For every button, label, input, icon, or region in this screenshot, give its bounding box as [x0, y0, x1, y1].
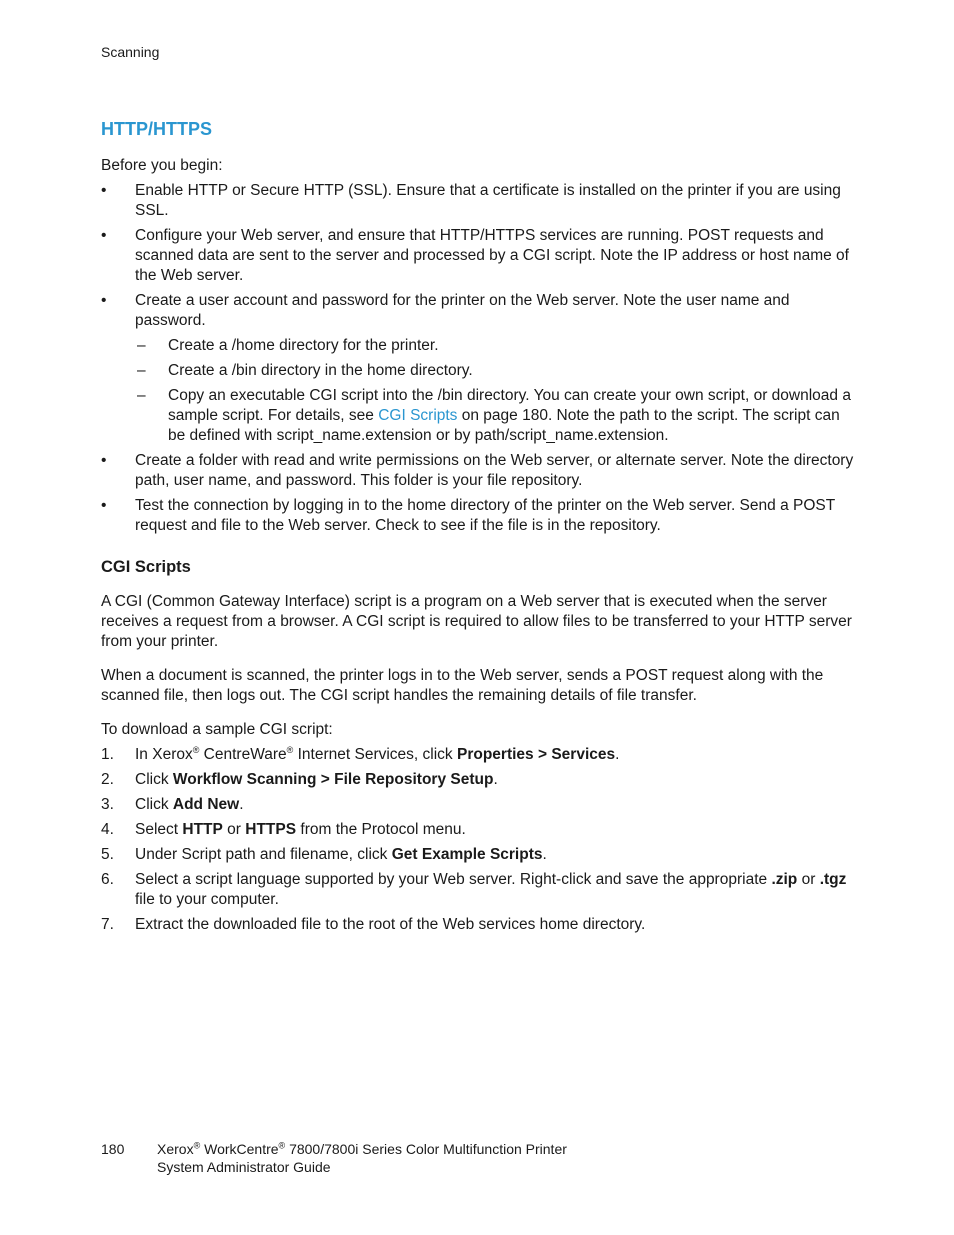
steps-intro: To download a sample CGI script: [101, 721, 333, 738]
cgi-paragraph-1: A CGI (Common Gateway Interface) script is a program on a Web server that is executed when the server receives a request from a browser. A CGI script is required to allow files to be transferred to your HTTP server from your printer. [101, 593, 852, 650]
list-item: • Create a folder with read and write permissions on the Web server, or alternate server. Note the directory path, user name, and password. This folder is your file repository. [101, 451, 856, 491]
page-content [101, 118, 856, 940]
step-item: 1. In Xerox® CentreWare® Internet Services, click Properties > Services. [101, 744, 620, 763]
step-item: 7. Extract the downloaded file to the root of the Web services home directory. [101, 916, 646, 933]
footer-guide: System Administrator Guide [157, 1159, 331, 1175]
sub-list-item: – Create a /bin directory in the home directory. [135, 361, 856, 381]
cgi-scripts-link[interactable]: CGI Scripts [378, 407, 458, 424]
cgi-paragraph-2: When a document is scanned, the printer logs in to the Web server, sends a POST request along with the scanned file, then logs out. The CGI script handles the remaining details of file transfer. [101, 667, 824, 704]
sub-list-item: – Copy an executable CGI script into the /bin directory. You can create your own script, or download a sample script. For details, see CGI Scripts on page 180. Note the path to the script. The script can be defined with script_name.extension or by path/script_name.extension. [135, 386, 856, 446]
step-item: 6. Select a script language supported by your Web server. Right-click and save the appropriate .zip or .tgz file to your computer. [101, 871, 847, 908]
sub-list-item: – Create a /home directory for the printer. [135, 336, 856, 356]
intro-text: Before you begin: [101, 157, 223, 174]
running-head: Scanning [101, 44, 160, 60]
prerequisite-list [101, 181, 856, 536]
step-item: 5. Under Script path and filename, click Get Example Scripts. [101, 846, 547, 863]
step-item: 4. Select HTTP or HTTPS from the Protocol menu. [101, 821, 466, 838]
sub-list [135, 336, 856, 446]
page-number: 180 [101, 1141, 125, 1157]
step-item: 2. Click Workflow Scanning > File Repository Setup. [101, 771, 498, 788]
list-item: • Enable HTTP or Secure HTTP (SSL). Ensure that a certificate is installed on the printer if you are using SSL. [101, 181, 856, 221]
steps-list [101, 745, 856, 935]
list-item: • Test the connection by logging in to the home directory of the printer on the Web server. Send a POST request and file to the Web server. Check to see if the file is in the repository. [101, 496, 856, 536]
cgi-scripts-heading: CGI Scripts [101, 558, 191, 576]
step-item: 3. Click Add New. [101, 796, 244, 813]
list-item: • Create a user account and password for the printer on the Web server. Note the user name and password. – Create a /home directory for the printer. – Create a /bin directory in the home directory. – Copy an executable CGI script into the /bin directory. You can create your own script, or download a sample script. For details, see CGI Scripts on page 180. Note the path to the script. The script can be defined with script_name.extension or by path/script_name.extension. [101, 291, 856, 446]
section-title: HTTP/HTTPS [101, 119, 212, 139]
list-item: • Configure your Web server, and ensure that HTTP/HTTPS services are running. POST requests and scanned data are sent to the server and processed by a CGI script. Note the IP address or host name of the Web server. [101, 226, 856, 286]
footer-title: Xerox® WorkCentre® 7800/7800i Series Color Multifunction Printer System Administrator Guide [157, 1140, 567, 1175]
